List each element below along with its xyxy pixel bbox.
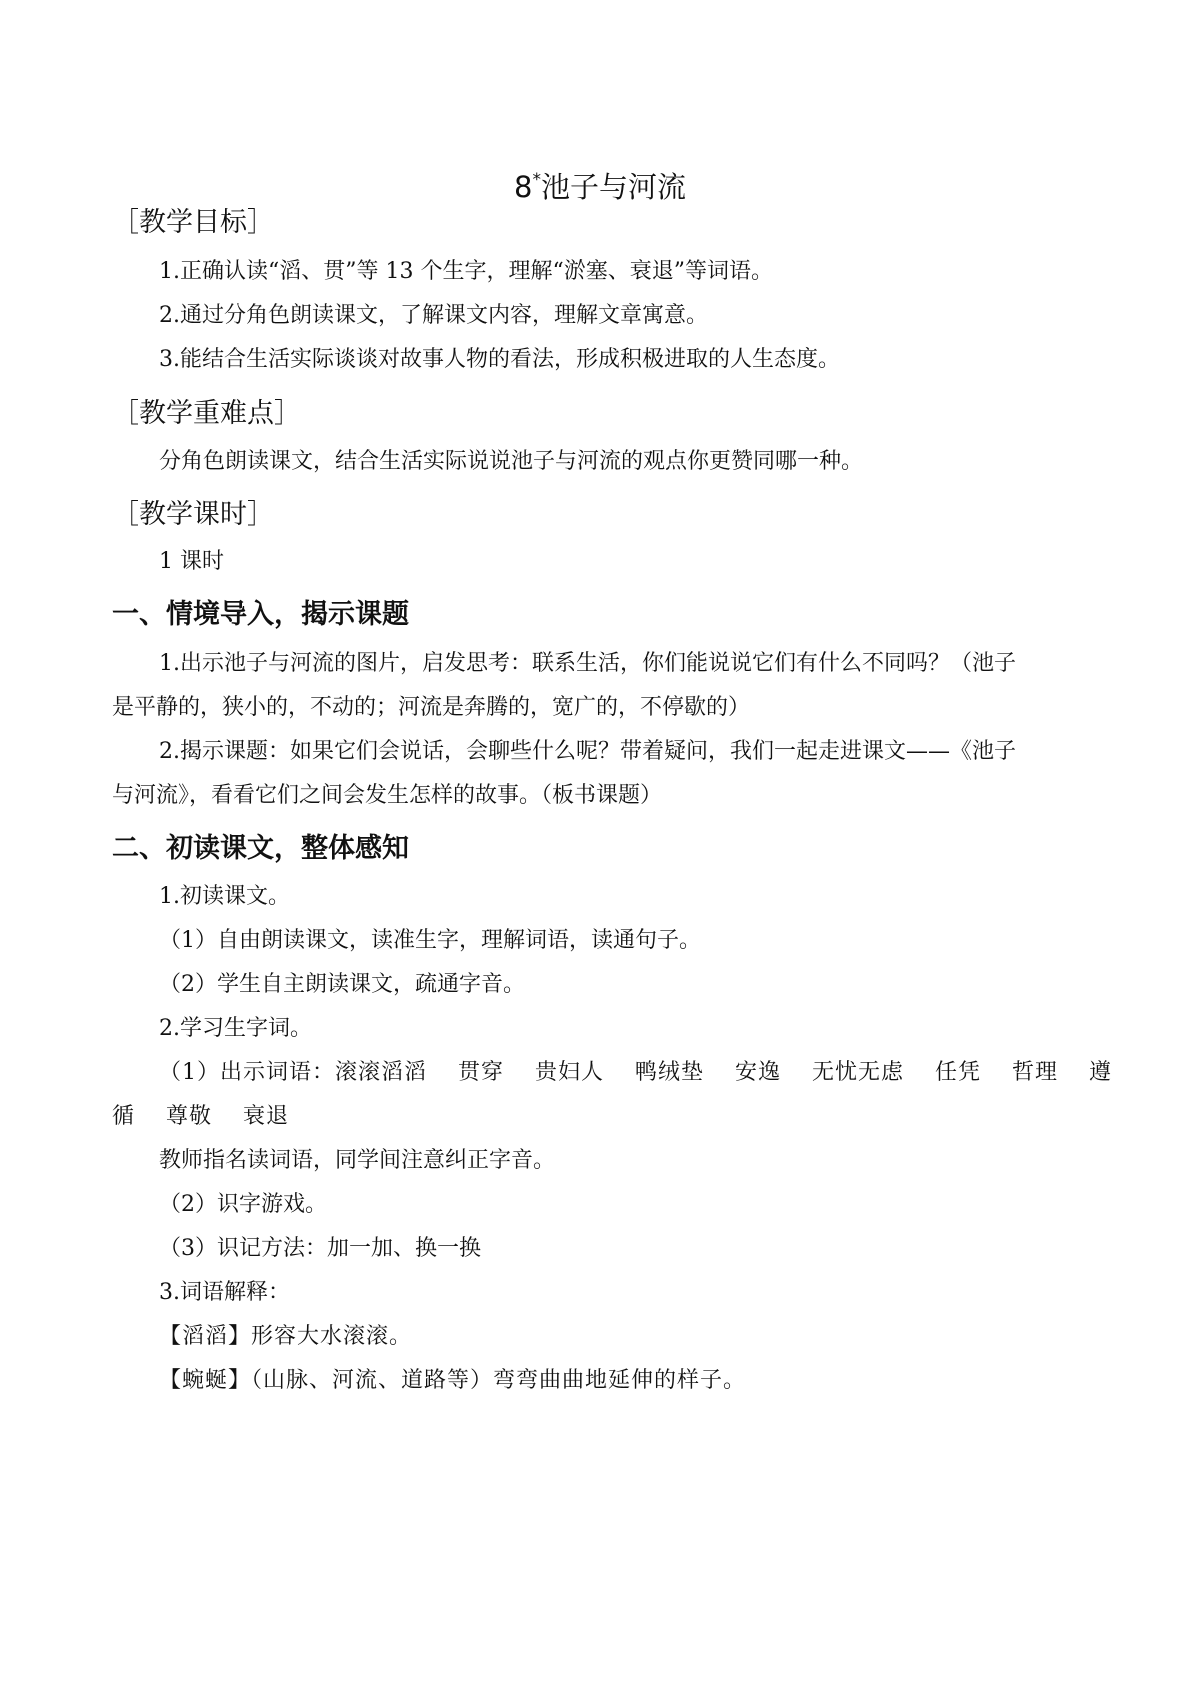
- vocab-list-line-1: （1）出示词语：滚滚滔滔 贯穿 贵妇人 鸭绒垫 安逸 无忧无虑 任凭 哲理 遵: [159, 1060, 1112, 1085]
- lesson-number: 8: [514, 170, 533, 204]
- part1-paragraph-2-line-1: 2.揭示课题：如果它们会说话，会聊些什么呢？带着疑问，我们一起走进课文——《池子: [159, 739, 1016, 764]
- part2-step-1: 1.初读课文。: [159, 884, 290, 909]
- hours-text: 1 课时: [159, 549, 224, 574]
- part2-step-2c: （3）识记方法：加一加、换一换: [159, 1236, 481, 1261]
- part2-step-2: 2.学习生字词。: [159, 1016, 312, 1041]
- part1-paragraph-2-line-2: 与河流》，看看它们之间会发生怎样的故事。（板书课题）: [112, 783, 663, 808]
- goal-item-1: 1.正确认读“滔、贯”等 13 个生字，理解“淤塞、衰退”等词语。: [159, 259, 773, 284]
- lesson-title: [0, 160, 1200, 207]
- lesson-title-text: 池子与河流: [540, 170, 686, 204]
- section-heading-hours: ［教学课时］: [112, 499, 274, 530]
- section-heading-keypoints: ［教学重难点］: [112, 398, 301, 429]
- part2-step-2b: （2）识字游戏。: [159, 1192, 327, 1217]
- part2-step-1b: （2）学生自主朗读课文，疏通字音。: [159, 972, 525, 997]
- definition-1: 【滔滔】形容大水滚滚。: [159, 1324, 413, 1349]
- goal-item-3: 3.能结合生活实际谈谈对故事人物的看法，形成积极进取的人生态度。: [159, 347, 840, 372]
- part1-paragraph-1-line-2: 是平静的，狭小的，不动的；河流是奔腾的，宽广的，不停歇的）: [112, 695, 751, 720]
- part2-step-1a: （1）自由朗读课文，读准生字，理解词语，读通句子。: [159, 928, 701, 953]
- keypoints-text: 分角色朗读课文，结合生活实际说说池子与河流的观点你更赞同哪一种。: [159, 449, 864, 474]
- goal-item-2: 2.通过分角色朗读课文，了解课文内容，理解文章寓意。: [159, 303, 708, 328]
- part1-paragraph-1-line-1: 1.出示池子与河流的图片，启发思考：联系生活，你们能说说它们有什么不同吗？（池子: [159, 651, 1016, 676]
- lesson-mark: *: [532, 170, 541, 190]
- definition-2: 【蜿蜒】（山脉、河流、道路等）弯弯曲曲地延伸的样子。: [159, 1368, 747, 1393]
- part2-step-3: 3.词语解释：: [159, 1280, 290, 1305]
- part2-heading: 二、初读课文，整体感知: [112, 833, 409, 864]
- vocab-note: 教师指名读词语，同学间注意纠正字音。: [159, 1148, 556, 1173]
- part1-heading: 一、情境导入，揭示课题: [112, 599, 409, 630]
- vocab-list-line-2: 循 尊敬 衰退: [112, 1104, 289, 1129]
- section-heading-goals: ［教学目标］: [112, 207, 274, 238]
